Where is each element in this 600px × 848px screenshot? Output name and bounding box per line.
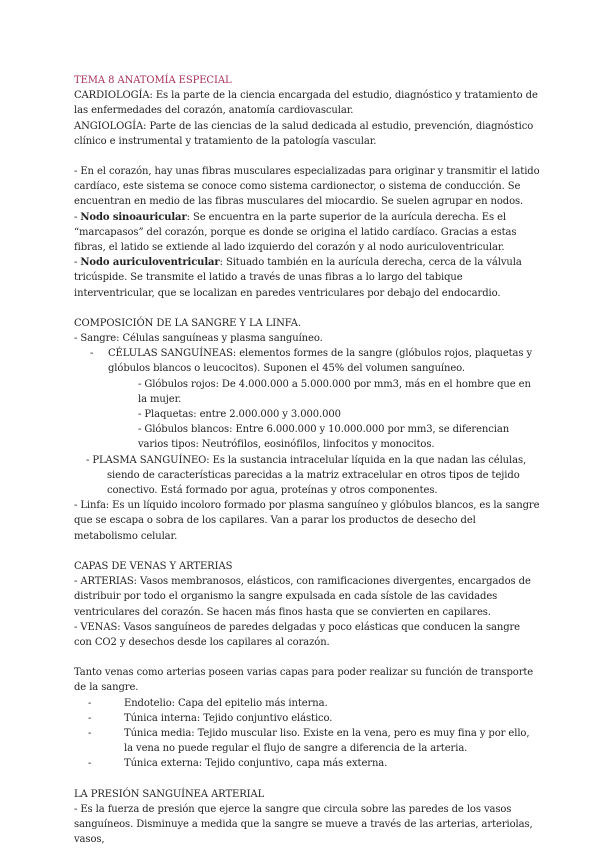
lymph-text: - Linfa: Es un líquido incoloro formado por plasma sanguíneo y glóbulos blancos, es la sangre que se escapa o sobra de los capilares. Van a parar los productos de desecho del metabolismo celular.: [74, 500, 540, 542]
layer-item: [74, 726, 540, 756]
cardiologia-paragraph: [74, 88, 540, 118]
pressure-heading: LA PRESIÓN SANGUÍNEA ARTERIAL: [74, 788, 265, 800]
sinoatrial-node-paragraph: - Nodo sinoauricular: Se encuentra en la parte superior de la aurícula derecha. Es el “marcapasos” del corazón, porque es donde se origina el latido cardíaco. Gracias a estas fibras, el latido se extiende al lado izquierdo del corazón y al nodo auriculoventricular.: [74, 211, 517, 254]
layer-item: [74, 711, 540, 726]
angiologia-definition: Parte de las ciencias de la salud dedicada al estudio, prevención, diagnóstico clínico e instrumental y tratamiento de la patología vascular.: [74, 120, 534, 147]
layer-item: [74, 756, 540, 771]
angiologia-paragraph: [74, 119, 540, 149]
av-node-text: : Situado también en la aurícula derecha, cerca de la válvula tricúspide. Se transmite el latido a través de unas fibras a lo largo del tabique interventricular, que se localizan en paredes ventriculares por debajo del endocardio.: [74, 257, 522, 299]
list-bullet: -: [88, 727, 92, 739]
layer-item-text: Túnica interna: Tejido conjuntivo elástico.: [124, 712, 333, 724]
heart-conduction-paragraph: - En el corazón, hay unas fibras musculares especializadas para originar y transmitir el latido cardíaco, este sistema se conoce como sistema cardionector, o sistema de conducción. Se encuentran en medio de las fibras musculares del miocardio. Se suelen agrupar en nodos.: [74, 166, 540, 208]
layers-heading: CAPAS DE VENAS Y ARTERIAS: [74, 560, 233, 572]
av-node-term: Nodo auriculoventricular: [80, 257, 220, 269]
blood-line: - Sangre: Células sanguíneas y plasma sanguíneo.: [74, 333, 323, 345]
white-cells-text: - Glóbulos blancos: Entre 6.000.000 y 10.000.000 por mm3, se diferencian varios tipos: Neutrófilos, eosinófilos, linfocitos y monocitos.: [138, 424, 510, 451]
blood-cells-text: CÉLULAS SANGUÍNEAS: elementos formes de la sangre (glóbulos rojos, plaquetas y glóbulos blancos o leucocitos). Suponen el 45% del volumen sanguíneo.: [108, 348, 533, 375]
arteries-text: - ARTERIAS: Vasos membranosos, elásticos, con ramificaciones divergentes, encargados de distribuir por todo el organismo la sangre expulsada en cada sístole de las cavidades ventriculares del corazón. Se hacen más finos hasta que se convierten en capilares.: [74, 576, 531, 618]
plasma-text: - PLASMA SANGUÍNEO: Es la sustancia intracelular líquida en la que nadan las células,: [86, 454, 527, 466]
list-bullet: -: [88, 712, 92, 724]
angiologia-term: ANGIOLOGÍA:: [74, 120, 147, 132]
red-cells-text: - Glóbulos rojos: De 4.000.000 a 5.000.000 por mm3, más en el hombre que en la mujer.: [138, 378, 531, 405]
layer-item-text: Túnica externa: Tejido conjuntivo, capa más externa.: [124, 758, 388, 770]
plasma-text-continued: siendo de características parecidas a la matriz extracelular en otros tipos de tejido conectivo. Está formado por agua, proteínas y otros componentes.: [107, 469, 520, 497]
list-bullet: -: [88, 697, 92, 709]
page-title: TEMA 8 ANATOMÍA ESPECIAL: [74, 75, 232, 86]
layers-intro-text: Tanto venas como arterias poseen varias capas para poder realizar su función de transporte de la sangre.: [74, 667, 534, 694]
layer-item: [74, 696, 540, 711]
cardiologia-definition: Es la parte de la ciencia encargada del estudio, diagnóstico y tratamiento de las enfermedades del corazón, anatomía cardiovascular.: [74, 90, 538, 117]
list-bullet: -: [88, 758, 92, 770]
layer-item-text: Endotelio: Capa del epitelio más interna.: [124, 697, 328, 709]
blood-cells-item: [74, 346, 540, 376]
layer-item-text: Túnica media: Tejido muscular liso. Existe en la vena, pero es muy fina y por ello, la vena no puede regular el flujo de sangre a diferencia de la arteria.: [124, 727, 530, 755]
av-node-paragraph: - Nodo auriculoventricular: Situado también en la aurícula derecha, cerca de la válvula tricúspide. Se transmite el latido a través de unas fibras a lo largo del tabique interventricular, que se localizan en paredes ventriculares por debajo del endocardio.: [74, 257, 522, 299]
blood-heading: COMPOSICIÓN DE LA SANGRE Y LA LINFA.: [74, 317, 301, 329]
veins-text: - VENAS: Vasos sanguíneos de paredes delgadas y poco elásticas que conducen la sangre con CO2 y desechos desde los capilares al corazón.: [74, 621, 520, 648]
list-bullet: -: [90, 348, 94, 360]
pressure-text: - Es la fuerza de presión que ejerce la sangre que circula sobre las paredes de los vasos sanguíneos. Disminuye a medida que la sangre se mueve a través de las arterias, arteriolas, vasos,: [74, 803, 533, 846]
sinoatrial-node-term: Nodo sinoauricular: [80, 211, 187, 223]
cardiologia-term: CARDIOLOGÍA:: [74, 90, 153, 102]
platelets-text: - Plaquetas: entre 2.000.000 y 3.000.000: [138, 409, 341, 421]
sinoatrial-node-text: : Se encuentra en la parte superior de la aurícula derecha. Es el “marcapasos” del corazón, porque es donde se origina el latido cardíaco. Gracias a estas fibras, el latido se extiende al lado izquierdo del corazón y al nodo auriculoventricular.: [74, 211, 517, 254]
